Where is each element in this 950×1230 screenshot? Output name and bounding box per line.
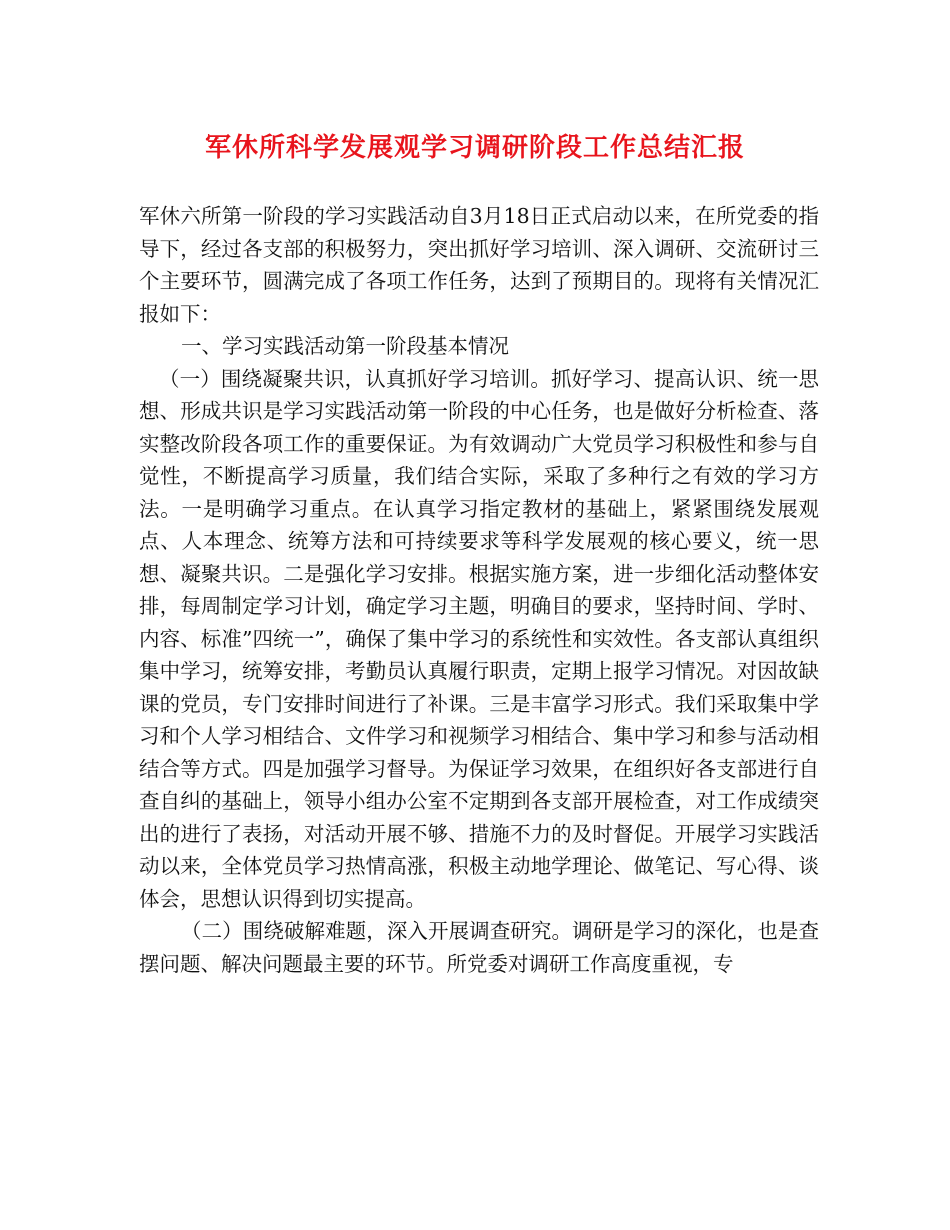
document-title: 军休所科学发展观学习调研阶段工作总结汇报	[204, 133, 745, 163]
document-body	[139, 200, 819, 980]
section-item-paragraph: （一）围绕凝聚共识，认真抓好学习培训。抓好学习、提高认识、统一思想、形成共识是学习实践活动第一阶段的中心任务，也是做好分析检查、落实整改阶段各项工作的重要保证。为有效调动广大党员学习积极性和参与自觉性，不断提高学习质量，我们结合实际，采取了多种行之有效的学习方法。一是明确学习重点。在认真学习指定教材的基础上，紧紧围绕发展观点、人本理念、统筹方法和可持续要求等科学发展观的核心要义，统一思想、凝聚共识。二是强化学习安排。根据实施方案，进一步细化活动整体安排，每周制定学习计划，确定学习主题，明确目的要求，坚持时间、学时、内容、标准”四统一”，确保了集中学习的系统性和实效性。各支部认真组织集中学习，统筹安排，考勤员认真履行职责，定期上报学习情况。对因故缺课的党员，专门安排时间进行了补课。三是丰富学习形式。我们采取集中学习和个人学习相结合、文件学习和视频学习相结合、集中学习和参与活动相结合等方式。四是加强学习督导。为保证学习效果，在组织好各支部进行自查自纠的基础上，领导小组办公室不定期到各支部开展检查，对工作成绩突出的进行了表扬，对活动开展不够、措施不力的及时督促。开展学习实践活动以来，全体党员学习热情高涨，积极主动地学理论、做笔记、写心得、谈体会，思想认识得到切实提高。	[139, 366, 819, 911]
section-item-paragraph: （二）围绕破解难题，深入开展调查研究。调研是学习的深化，也是查摆问题、解决问题最主要的环节。所党委对调研工作高度重视，专	[139, 919, 819, 976]
section-heading: 一、学习实践活动第一阶段基本情况	[181, 334, 509, 358]
intro-paragraph: 军休六所第一阶段的学习实践活动自3月18日正式启动以来，在所党委的指导下，经过各支部的积极努力，突出抓好学习培训、深入调研、交流研讨三个主要环节，圆满完成了各项工作任务，达到了预期目的。现将有关情况汇报如下：	[139, 204, 819, 326]
